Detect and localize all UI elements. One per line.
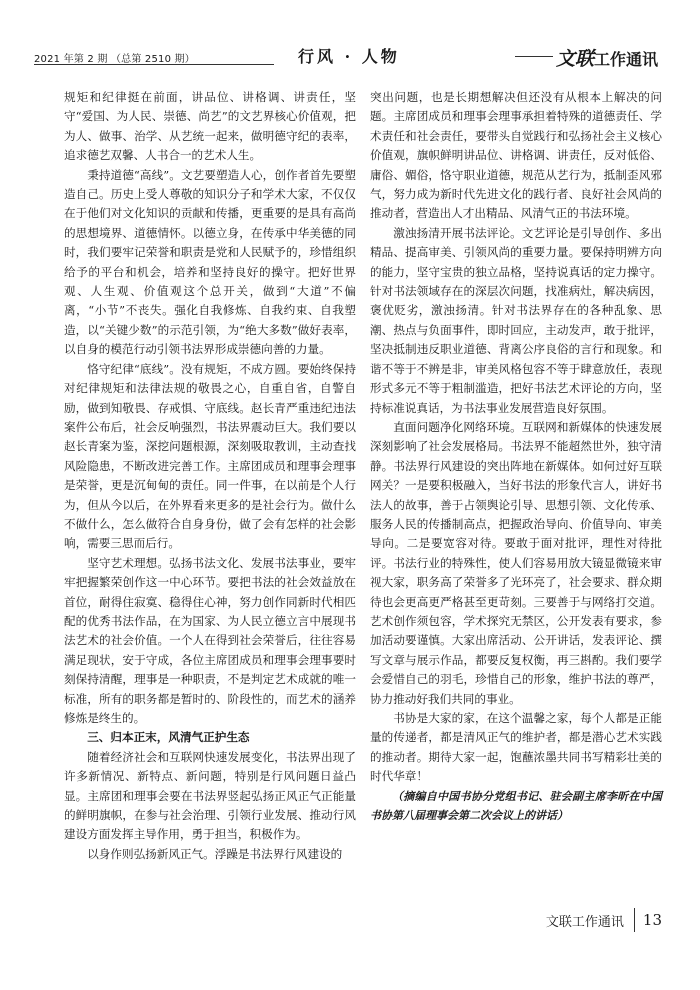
paragraph: 恪守纪律“底线”。没有规矩，不成方圆。要始终保持对纪律规矩和法律法规的敬畏之心，自重自省，自警自励，做到知敬畏、存戒惧、守底线。赵长青严重违纪违法案件公布后，社会反响强烈，书法界震动巨大。我们要以赵长青案为鉴，深挖问题根源，深刻吸取教训，主动查找风险隐患，不断改进完善工作。主席团成员和理事会理事是荣誉，更是沉甸甸的责任。同一件事，在以前是个人行为，但从今以后，在外界看来更多的是社会行为。做什么不做什么，怎么做符合自身身份，做了会有怎样的社会影响，需要三思而后行。 bbox=[64, 361, 356, 551]
paragraph: 随着经济社会和互联网快速发展变化，书法界出现了许多新情况、新特点、新问题，特别是行风问题日益凸显。主席团和理事会要在书法界竖起弘扬正风正气正能量的鲜明旗帜，在参与社会治理、引领行业发展、推动行风建设方面发挥主导作用，勇于担当，积极作为。 bbox=[64, 749, 356, 842]
paragraph: 规矩和纪律挺在前面，讲品位、讲格调、讲责任，坚守“爱国、为人民、崇德、尚艺”的文艺界核心价值观，把为人、做事、治学、从艺统一起来，做明德守纪的表率，追求德艺双馨、人书合一的艺术人生。 bbox=[64, 90, 356, 163]
page-number: 13 bbox=[642, 911, 662, 929]
section-title: 行风 · 人物 bbox=[298, 47, 400, 66]
article-column-left bbox=[64, 88, 356, 864]
header-issue: 2021 年第 2 期 （总第 2510 期） bbox=[34, 54, 195, 65]
page-footer bbox=[546, 908, 662, 932]
publication-suffix: 工作通讯 bbox=[594, 50, 659, 69]
paragraph: 书协是大家的家，在这个温馨之家，每个人都是正能量的传递者，都是清风正气的维护者，都是潜心艺术实践的推动者。期待大家一起，饱蘸浓墨共同书写精彩壮美的时代华章！ bbox=[370, 711, 662, 784]
footer-publication: 文联工作通讯 bbox=[545, 914, 624, 930]
paragraph: 突出问题，也是长期想解决但还没有从根本上解决的问题。主席团成员和理事会理事承担着特殊的道德责任、学术责任和社会责任，要带头自觉践行和弘扬社会主义核心价值观，旗帜鲜明讲品位、讲格调、讲责任，反对低俗、庸俗、媚俗，恪守职业道德，规范从艺行为，抵制歪风邪气，努力成为新时代先进文化的践行者、良好社会风尚的推动者，营造出人才出精品、风清气正的书法环境。 bbox=[370, 90, 662, 221]
article-column-right bbox=[370, 88, 662, 825]
publication-masthead bbox=[556, 44, 658, 71]
paragraph: 直面问题净化网络环境。互联网和新媒体的快速发展深刻影响了社会发展格局。书法界不能超然世外，独守清静。书法界行风建设的突出阵地在新媒体。如何过好互联网关？一是要积极融入，当好书法的形象代言人，讲好书法人的故事，善于占领舆论引导、思想引领、文化传承、服务人民的传播制高点，把握政治导向、价值导向、审美导向。二是要宽容对待。要敢于面对批评，理性对待批评。书法行业的特殊性，使人们容易用放大镜显微镜来审视大家，职务高了荣誉多了光环亮了，社会要求、群众期待也会更高更严格甚至更苛刻。三要善于与网络打交道。艺术创作须包容，学术探究无禁区，公开发表有要求，参加活动要谨慎。大家出席活动、公开讲话，发表评论、撰写文章与展示作品，都要反复权衡，再三斟酌。我们要学会爱惜自己的羽毛，珍惜自己的形象，维护书法的尊严，协力推动好我们共同的事业。 bbox=[370, 419, 662, 706]
footer-divider bbox=[634, 908, 635, 932]
publication-brand: 文联 bbox=[556, 48, 595, 70]
header-rule-left bbox=[34, 64, 274, 65]
paragraph: 坚守艺术理想。弘扬书法文化、发展书法事业，要牢牢把握繁荣创作这一中心环节。要把书法的社会效益放在首位，耐得住寂寞、稳得住心神，努力创作同新时代相匹配的优秀书法作品，在为国家、为人民立德立言中展现书法艺术的社会价值。一个人在得到社会荣誉后，往往容易满足现状，安于守成，各位主席团成员和理事会理事要时刻保持清醒，理事是一种职责，不是判定艺术成就的唯一标准，所有的职务都是暂时的、阶段性的，而艺术的涵养修炼是终生的。 bbox=[64, 555, 356, 725]
section-heading: 三、归本正末，风清气正护生态 bbox=[87, 730, 250, 745]
header-rule-right bbox=[515, 56, 553, 57]
paragraph: 激浊扬清开展书法评论。文艺评论是引导创作、多出精品、提高审美、引领风尚的重要力量。要保持明辨方向的能力，坚守宝贵的独立品格，坚持说真话的定力操守。针对书法领域存在的深层次问题，找准病灶，解决病因，褒优贬劣，激浊扬清。针对书法界存在的各种乱象、思潮、热点与负面事件，即时回应，主动发声，敢于批评，坚决抵制违反职业道德、背离公序良俗的言行和现象。和谐不等于不辨是非，审美风格包容不等于肆意放任，表现形式多元不等于粗制滥造，把好书法艺术评论的方向，坚持标准说真话，为书法事业发展营造良好氛围。 bbox=[370, 225, 662, 415]
paragraph: 秉持道德“高线”。文艺要塑造人心，创作者首先要塑造自己。历史上受人尊敬的知识分子和学术大家，不仅仅在于他们对文化知识的贡献和传播，更重要的是具有高尚的思想境界、道德情怀。以德立身，在传承中华美德的同时，我们要牢记荣誉和职责是党和人民赋予的，珍惜组织给予的平台和机会，培养和坚持良好的操守。把好世界观、人生观、价值观这个总开关，做到“大道”不偏离，“小节”不丧失。强化自我修炼、自我约束、自我塑造，以“关键少数”的示范引领，为“绝大多数”做好表率，以自身的模范行动引领书法界形成崇德向善的力量。 bbox=[64, 167, 356, 357]
paragraph: 以身作则弘扬新风正气。浮躁是书法界行风建设的 bbox=[87, 846, 343, 861]
source-note: （摘编自中国书协分党组书记、驻会副主席李昕在中国书协第八届理事会第二次会议上的讲话） bbox=[370, 789, 662, 823]
